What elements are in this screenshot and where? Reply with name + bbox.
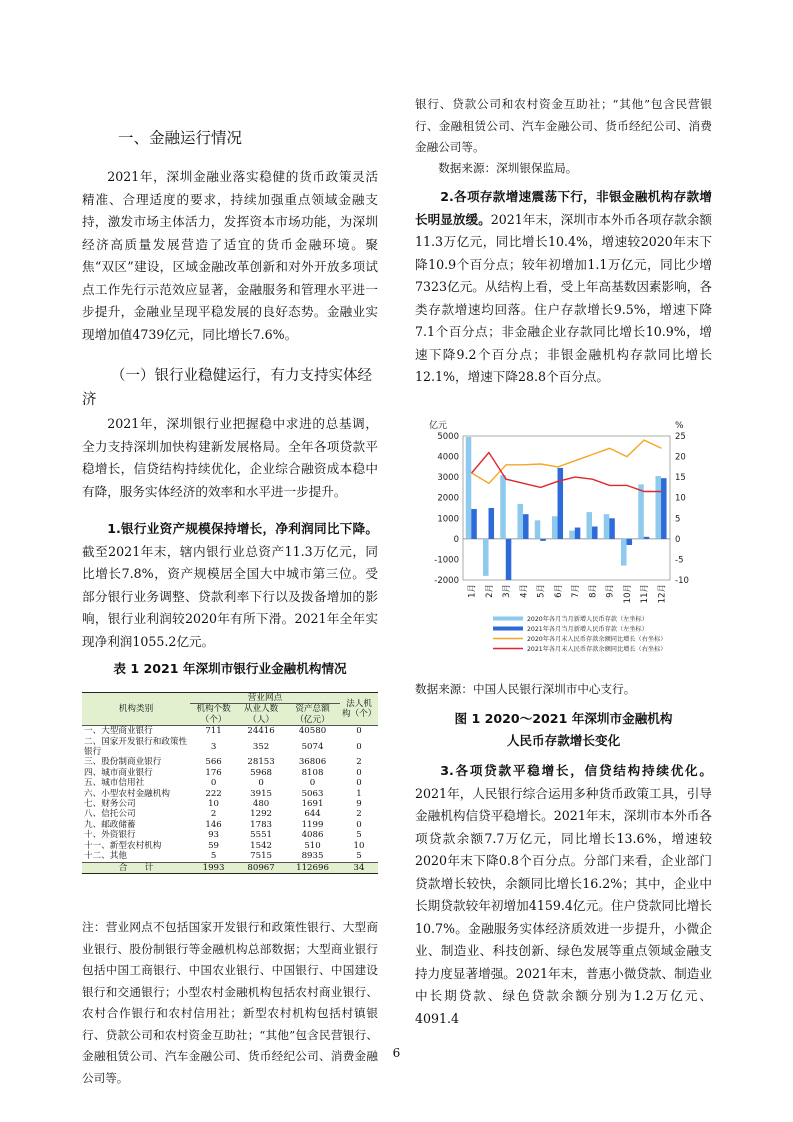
row-staff: 0	[258, 778, 264, 789]
row-name: 五、城市信用社	[84, 778, 145, 789]
right-tick-label: 5	[675, 514, 681, 525]
table-source-text: 数据来源：深圳银保监局。	[438, 161, 578, 175]
row-legal: 1	[356, 788, 362, 799]
row-staff: 352	[252, 741, 270, 752]
point3-title: 3.各项贷款平稳增长，信贷结构持续优化。	[440, 763, 712, 778]
point3-text: 2021年，人民银行综合运用多种货币政策工具，引导金融机构信贷平稳增长。2021年末，深圳市本外币各项贷款余额7.7万亿元，同比增长13.6%，增速较2020年末下降0.8个百分点。分部门来看，企业部门贷款增长较快，余额同比增长16.2%；其中，企业中长期贷款较年初增加4159.4亿元。住户贷款同比增长10.7%。金融服务实体经济质效进一步提升，小微企业、制造业、科技创新、绿色发展等重点领域金融支持力度显著增强。2021年末，普惠小微贷款、制造业中长期贷款、绿色贷款余额分别为1.2万亿元、4091.4	[415, 785, 712, 1026]
left-tick-label: 4000	[437, 452, 459, 463]
left-tick-label: 1000	[437, 514, 459, 525]
figure-source: 数据来源：中国人民银行深圳市中心支行。	[415, 682, 636, 696]
bar-2020	[466, 437, 472, 539]
right-axis-unit: %	[675, 421, 684, 431]
header-outlets: 营业网点	[190, 693, 340, 704]
row-assets: 5063	[301, 788, 324, 799]
row-name: 四、城市商业银行	[84, 767, 153, 778]
total-assets: 112696	[285, 862, 340, 873]
bar-2021	[575, 528, 581, 539]
table-row	[82, 757, 378, 767]
table-row	[82, 841, 378, 851]
row-name: 九、邮政储蓄	[84, 819, 136, 830]
subsection-title: （一）银行业稳健运行，有力支持实体经济	[82, 368, 372, 408]
row-assets: 644	[304, 809, 321, 820]
x-tick-label: 12月	[657, 584, 668, 604]
bar-2021	[540, 539, 546, 541]
bar-2021	[506, 539, 512, 580]
bar-2020	[569, 531, 575, 539]
deposit-chart	[415, 414, 712, 666]
bar-2020	[500, 475, 506, 539]
row-count: 0	[210, 778, 217, 789]
row-legal: 0	[356, 767, 362, 778]
table-caption: 表 1 2021 年深圳市银行业金融机构情况	[113, 661, 347, 676]
bar-2020	[604, 514, 610, 539]
row-legal: 0	[356, 726, 362, 737]
point2-text: 2021年末，深圳市本外币各项存款余额11.3万亿元，同比增长10.4%，增速较2020年末下降10.9个百分点；较年初增加1.1万亿元，同比少增7323亿元。从结构上看，受上年高基数因素影响，各类存款增速均回落。住户存款增长9.5%，增速下降7.1个百分点；非金融企业存款同比增长10.9%，增速下降9.2个百分点；非银金融机构存款同比增长12.1%，增速下降28.8个百分点。	[415, 211, 712, 384]
total-label: 合 计	[82, 862, 190, 873]
row-staff: 5968	[250, 767, 273, 778]
section-title: 一、金融运行情况	[118, 129, 243, 147]
row-legal: 5	[356, 830, 362, 841]
point1-paragraph	[82, 518, 378, 653]
row-name: 三、股份制商业银行	[84, 757, 162, 768]
bar-2021	[523, 514, 529, 539]
header-count: 机构个数（个）	[190, 704, 237, 726]
table-row	[82, 799, 378, 809]
bar-2021	[661, 478, 667, 539]
point2-paragraph	[415, 186, 712, 389]
header-assets: 资产总额（亿元）	[285, 704, 340, 726]
row-assets: 8935	[301, 851, 324, 862]
row-legal: 9	[356, 799, 362, 810]
row-name: 八、信托公司	[84, 809, 136, 820]
row-assets: 0	[309, 778, 316, 789]
table-row	[82, 789, 378, 799]
point2-title: 2.各项存款增速震荡下行，非银金融机构存款增长明显放缓。	[415, 189, 712, 227]
bar-2021	[489, 508, 495, 539]
table-source	[415, 158, 712, 180]
page-number: 6	[392, 1046, 401, 1060]
row-count: 711	[205, 726, 222, 737]
right-tick-label: 25	[675, 432, 686, 442]
row-assets: 36806	[298, 757, 327, 768]
row-name: 十、外资银行	[84, 830, 136, 841]
row-staff: 1292	[250, 809, 273, 820]
line-2020-growth	[472, 440, 662, 483]
left-tick-label: 5000	[437, 432, 459, 442]
legend-label: 2021年各月当月新增人民币存款（左坐标）	[527, 626, 648, 633]
bar-2021	[644, 537, 650, 539]
right-tick-label: 20	[675, 452, 686, 463]
row-assets: 510	[304, 840, 321, 851]
x-tick-label: 4月	[519, 584, 530, 598]
row-count: 5	[210, 851, 217, 862]
table-total-row	[82, 862, 378, 873]
row-count: 93	[208, 830, 220, 841]
row-staff: 480	[252, 799, 270, 810]
bar-2021	[627, 539, 633, 545]
bank-table	[82, 692, 378, 874]
right-tick-label: -10	[675, 576, 689, 586]
row-legal: 2	[356, 809, 362, 820]
table-row	[82, 737, 378, 758]
row-name: 一、大型商业银行	[84, 726, 153, 737]
bar-2020	[587, 512, 593, 539]
right-tick-label: 15	[675, 473, 686, 484]
row-legal: 0	[356, 778, 362, 789]
legend-label: 2020年各月末人民币存款余额同比增长（右坐标）	[527, 636, 667, 643]
figure-caption-line2: 人民币存款增长变化	[506, 733, 621, 748]
row-staff: 28153	[247, 757, 275, 768]
row-count: 3	[210, 741, 217, 752]
row-legal: 0	[356, 741, 362, 752]
subsection-paragraph: 2021年，深圳银行业把握稳中求进的总基调，全力支持深圳加快构建新发展格局。全年各项贷款平稳增长，信贷结构持续优化，企业综合融资成本稳中有降，服务实体经济的效率和水平进一步提升。	[82, 416, 378, 499]
legend-swatch	[493, 627, 523, 631]
bar-2021	[609, 518, 615, 539]
note-continuation-text: 银行、贷款公司和农村资金互助社；“其他”包含民营银行、金融租赁公司、汽车金融公司、货币经纪公司、消费金融公司等。	[415, 97, 712, 154]
left-tick-label: -1000	[434, 555, 459, 566]
x-tick-label: 8月	[588, 584, 599, 598]
right-tick-label: 0	[675, 534, 681, 545]
table-row	[82, 778, 378, 788]
figure-caption-line1: 图 1 2020～2021 年深圳市金融机构	[454, 711, 673, 726]
bar-2020	[638, 484, 644, 539]
x-tick-label: 11月	[640, 584, 651, 604]
row-name: 七、财务公司	[84, 799, 136, 810]
row-legal: 2	[356, 757, 362, 768]
row-legal: 0	[356, 819, 362, 830]
row-legal: 5	[356, 851, 362, 862]
bar-2020	[621, 539, 627, 566]
row-count: 59	[208, 840, 220, 851]
figure-caption	[415, 708, 712, 752]
row-name: 十一、新型农村机构	[84, 840, 162, 851]
x-tick-label: 2月	[484, 584, 495, 598]
row-assets: 1199	[301, 819, 324, 830]
x-tick-label: 5月	[536, 584, 547, 598]
table-row	[82, 809, 378, 819]
table-row	[82, 830, 378, 840]
table-row	[82, 726, 378, 737]
header-staff: 从业人数（人）	[237, 704, 285, 726]
x-tick-label: 3月	[502, 584, 513, 598]
bar-2020	[518, 504, 524, 539]
right-tick-label: 10	[675, 493, 686, 504]
total-count: 1993	[190, 862, 237, 873]
x-tick-label: 7月	[571, 584, 582, 598]
row-staff: 1542	[250, 840, 273, 851]
intro-paragraph: 2021年，深圳金融业落实稳健的货币政策灵活精准、合理适度的要求，持续加强重点领域金融支持，激发市场主体活力，发挥资本市场功能，为深圳经济高质量发展营造了适宜的货币金融环境。聚焦“双区”建设，区域金融改革创新和对外开放多项试点工作先行示范效应显著，金融服务和管理水平进一步提升，金融业呈现平稳发展的良好态势。金融业实现增加值4739亿元，同比增长7.6%。	[82, 169, 378, 342]
left-tick-label: -2000	[434, 576, 459, 586]
row-staff: 24416	[247, 726, 275, 737]
row-assets: 5074	[301, 741, 324, 752]
left-axis-unit: 亿元	[429, 421, 448, 431]
row-count: 222	[205, 788, 222, 799]
row-legal: 10	[353, 840, 365, 851]
legend-label: 2020年各月当月新增人民币存款（左坐标）	[527, 616, 648, 623]
row-assets: 40580	[298, 726, 327, 737]
header-category: 机构类别	[82, 693, 190, 726]
total-staff: 80967	[237, 862, 285, 873]
legend-label: 2021年各月末人民币存款余额同比增长（右坐标）	[527, 646, 667, 653]
x-tick-label: 1月	[467, 584, 478, 598]
right-tick-label: -5	[675, 555, 684, 566]
bank-table-wrap	[82, 692, 378, 874]
table-row	[82, 768, 378, 778]
row-assets: 4086	[301, 830, 324, 841]
point1-title: 1.银行业资产规模保持增长，净利润同比下降。	[107, 521, 378, 536]
left-tick-label: 0	[453, 534, 459, 545]
total-legal: 34	[340, 862, 378, 873]
legend-swatch	[493, 617, 523, 621]
row-count: 566	[205, 757, 222, 768]
bar-2021	[558, 468, 564, 539]
row-count: 10	[208, 799, 220, 810]
bar-2020	[656, 476, 662, 539]
row-count: 146	[205, 819, 222, 830]
x-tick-label: 10月	[622, 584, 633, 604]
row-assets: 8108	[301, 767, 324, 778]
table-row	[82, 820, 378, 830]
row-staff: 1783	[250, 819, 273, 830]
row-staff: 3915	[250, 788, 273, 799]
row-name: 六、小型农村金融机构	[84, 788, 170, 799]
row-name: 十二、其他	[84, 851, 127, 862]
x-tick-label: 6月	[553, 584, 564, 598]
bar-2021	[471, 509, 477, 539]
table-row	[82, 851, 378, 862]
bar-2020	[552, 516, 558, 539]
row-name: 二、国家开发银行和政策性银行	[84, 736, 188, 758]
bar-2021	[592, 527, 598, 539]
row-assets: 1691	[301, 799, 324, 810]
x-tick-label: 9月	[605, 584, 616, 598]
header-legal: 法人机构（个）	[340, 693, 378, 726]
row-staff: 5551	[250, 830, 273, 841]
point3-paragraph	[415, 760, 712, 1030]
row-staff: 7515	[250, 851, 273, 862]
bar-2020	[483, 539, 489, 576]
left-tick-label: 3000	[437, 473, 459, 484]
bar-2020	[535, 520, 541, 539]
point1-text: 截至2021年末，辖内银行业总资产11.3万亿元，同比增长7.8%，资产规模居全国大中城市第三位。受部分银行业务调整、贷款利率下行以及拨备增加的影响，银行业利润较2020年有所下滑。2021年全年实现净利润1055.2亿元。	[82, 543, 378, 649]
left-tick-label: 2000	[437, 493, 459, 504]
table-note: 注：营业网点不包括国家开发银行和政策性银行、大型商业银行、股份制银行等金融机构总部数据；大型商业银行包括中国工商银行、中国农业银行、中国银行、中国建设银行和交通银行；小型农村金融机构包括农村商业银行、农村合作银行和农村信用社；新型农村机构包括村镇银行、贷款公司和农村资金互助社；“其他”包含民营银行、金融租赁公司、汽车金融公司、货币经纪公司、消费金融公司等。	[82, 920, 378, 1085]
row-count: 176	[205, 767, 222, 778]
row-count: 2	[210, 809, 217, 820]
